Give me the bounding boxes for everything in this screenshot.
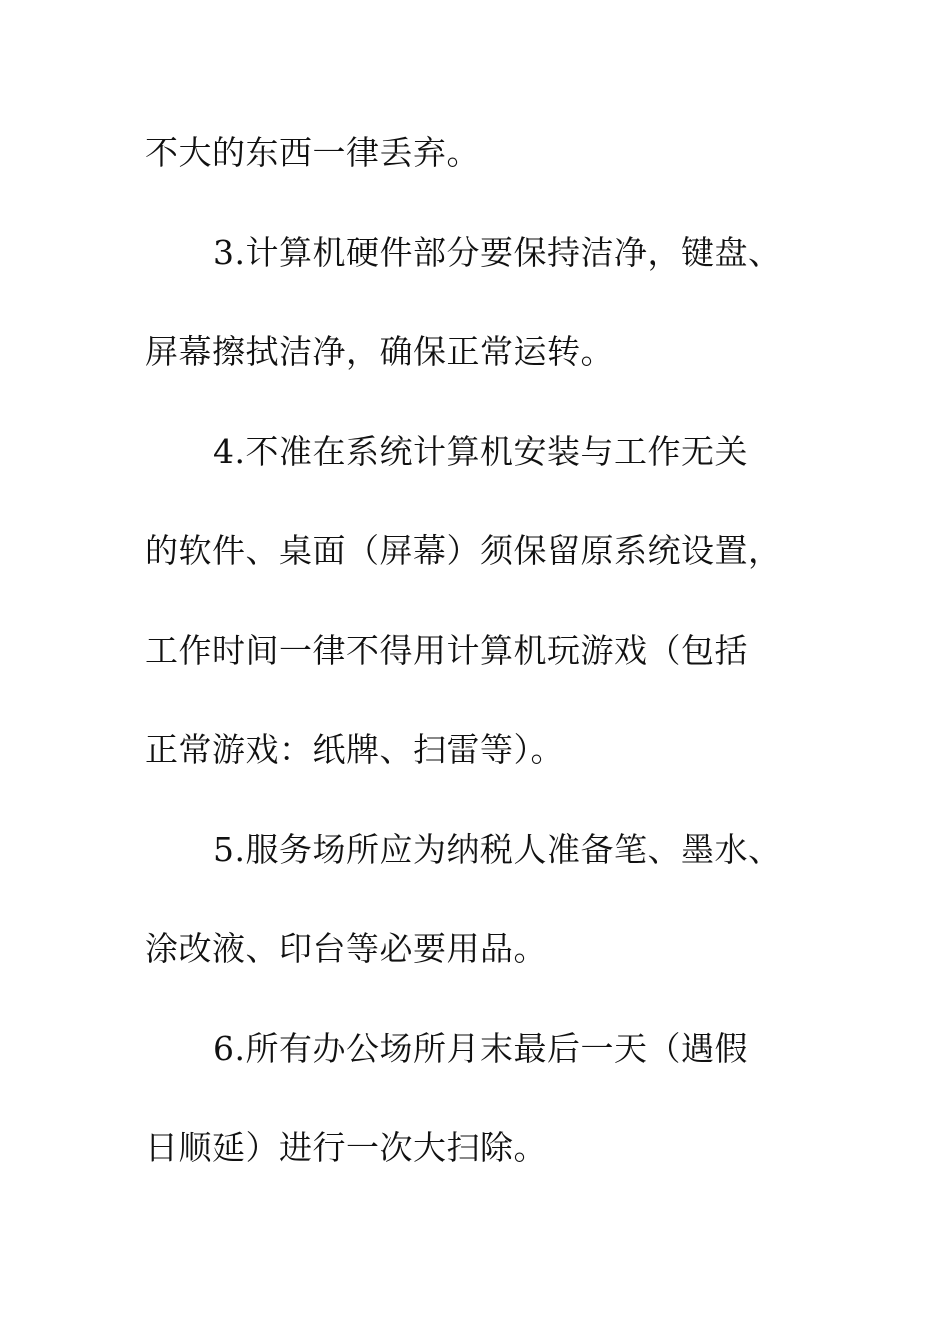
- item-4-line-3: 工作时间一律不得用计算机玩游戏（包括: [145, 631, 748, 670]
- item-3-line-2: 屏幕擦拭洁净，确保正常运转。: [145, 332, 614, 371]
- item-4-line-2: 的软件、桌面（屏幕）须保留原系统设置，: [145, 531, 782, 570]
- item-4-line-4: 正常游戏：纸牌、扫雷等）。: [145, 730, 564, 769]
- item-5-line-2: 涂改液、印台等必要用品。: [145, 929, 547, 968]
- item-4-line-1: 4.不准在系统计算机安装与工作无关: [213, 432, 748, 471]
- item-6-line-1: 6.所有办公场所月末最后一天（遇假: [213, 1029, 748, 1068]
- item-3-line-1: 3.计算机硬件部分要保持洁净，键盘、: [213, 233, 782, 272]
- text-line-1: 不大的东西一律丢弃。: [145, 133, 480, 172]
- item-5-line-1: 5.服务场所应为纳税人准备笔、墨水、: [213, 830, 782, 869]
- item-6-line-2: 日顺延）进行一次大扫除。: [145, 1128, 547, 1167]
